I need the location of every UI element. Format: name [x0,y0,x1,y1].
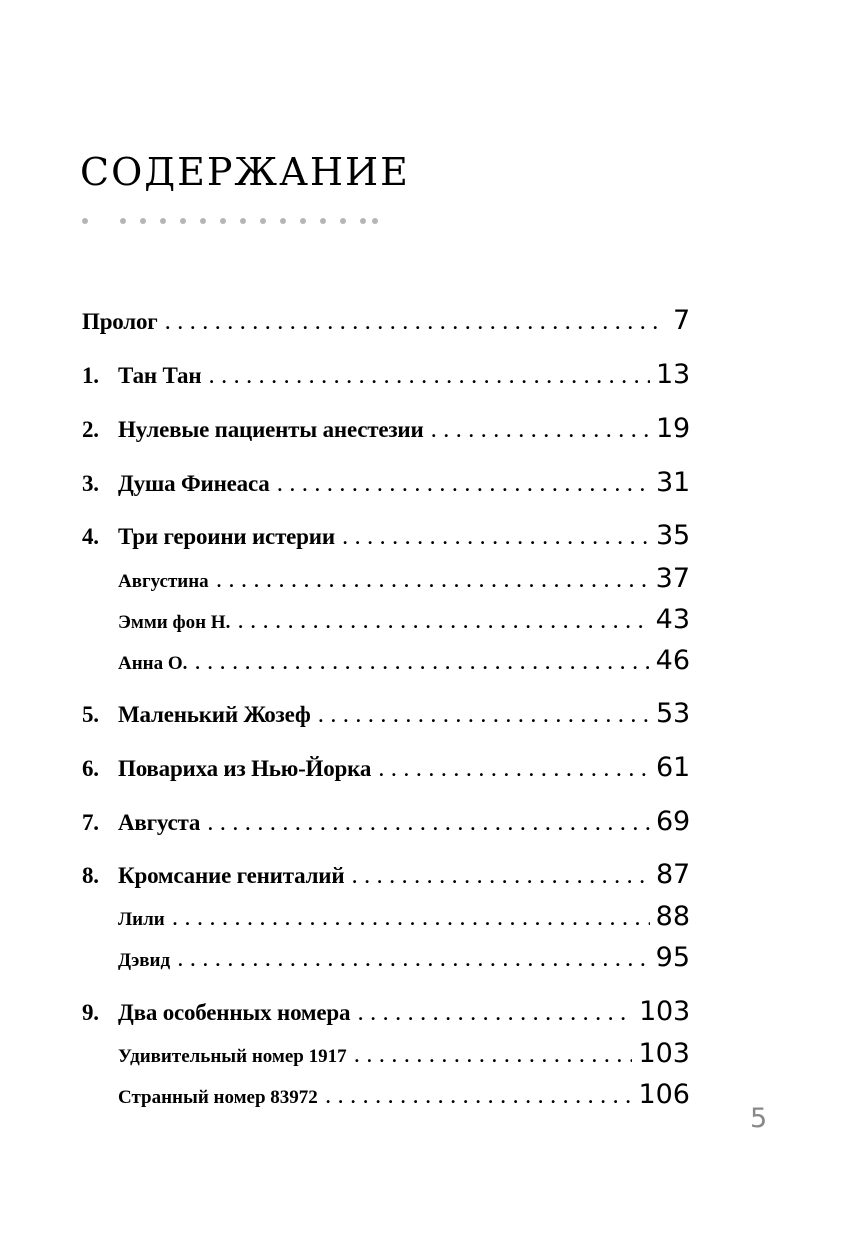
toc-entry-ch3[interactable] [82,467,690,498]
toc-leader [358,1004,633,1025]
toc-page-number: 43 [655,604,690,635]
toc-page-number: 69 [656,806,690,837]
toc-entry-label: Августина [118,571,209,592]
toc-page-number: 88 [655,901,690,932]
toc-leader [319,706,650,727]
toc-chapter-number: 7. [82,810,99,835]
toc-entry-label: Эмми фон Н. [118,612,231,633]
toc-entry-ch5[interactable] [82,698,690,729]
toc-page-number: 13 [656,359,690,390]
toc-entry-ch9[interactable] [82,996,690,1027]
toc-page-number: 95 [655,942,690,973]
toc-leader [432,421,651,442]
toc-leader [217,571,650,592]
toc-entry-label: Два особенных номера [118,1000,351,1025]
toc-entry-label: Маленький Жозеф [118,702,311,727]
toc-leader [178,950,650,971]
toc-subentry-ch4-1[interactable] [118,563,690,594]
toc-leader [343,528,650,549]
toc-entry-ch2[interactable] [82,413,690,444]
toc-page-number: 61 [656,752,690,783]
toc-page-number: 53 [656,698,690,729]
toc-subentry-ch4-3[interactable] [118,645,690,676]
toc-entry-ch8[interactable] [82,859,690,890]
toc-page-number: 46 [655,645,690,676]
toc-subentry-ch8-2[interactable] [118,942,690,973]
toc-page-number: 35 [656,520,690,551]
toc-leader [238,612,649,633]
toc-entry-ch7[interactable] [82,806,690,837]
page-title: СОДЕРЖАНИЕ [80,150,410,194]
toc-entry-label: Пролог [82,309,158,334]
toc-page-number: 103 [639,996,690,1027]
toc-subentry-ch9-2[interactable] [118,1079,690,1110]
toc-chapter-number: 4. [82,524,99,549]
toc-entry-label: Лили [118,909,165,930]
toc-chapter-number: 9. [82,1000,99,1025]
toc-chapter-number: 3. [82,471,99,496]
toc-chapter-number: 6. [82,756,99,781]
toc-page-number: 87 [656,859,690,890]
toc-entry-ch6[interactable] [82,752,690,783]
toc-page-number: 19 [656,413,690,444]
toc-leader [166,313,662,334]
toc-entry-label: Повариха из Нью-Йорка [118,756,372,781]
toc-entry-label: Дэвид [118,950,171,971]
toc-leader [208,814,650,835]
page-folio-number: 5 [750,1103,768,1134]
toc-leader [173,909,650,930]
toc-page-number: 7 [673,305,690,336]
toc-leader [209,367,650,388]
toc-subentry-ch8-1[interactable] [118,901,690,932]
toc-leader [326,1087,633,1108]
toc-subentry-ch4-2[interactable] [118,604,690,635]
toc-leader [195,653,649,674]
toc-entry-label: Странный номер 83972 [118,1087,318,1108]
toc-leader [355,1046,633,1067]
toc-entry-ch1[interactable] [82,359,690,390]
toc-chapter-number: 8. [82,863,99,888]
toc-entry-label: Кромсание гениталий [118,863,345,888]
toc-subentry-ch9-1[interactable] [118,1038,690,1069]
toc-leader [278,475,650,496]
toc-chapter-number: 1. [82,363,99,388]
toc-entry-ch4[interactable] [82,520,690,551]
toc-chapter-number: 2. [82,417,99,442]
toc-entry-label: Душа Финеаса [118,471,270,496]
toc-entry-label: Анна О. [118,653,188,674]
toc-entry-label: Удивительный номер 1917 [118,1046,347,1067]
toc-chapter-number: 5. [82,702,99,727]
toc-entry-label: Три героини истерии [118,524,335,549]
toc-leader [379,760,650,781]
toc-page-number: 31 [656,467,690,498]
toc-entry-label: Августа [118,810,201,835]
toc-entry-prolog[interactable] [82,305,690,336]
toc-page-number: 103 [638,1038,690,1069]
toc-page-number: 106 [638,1079,690,1110]
toc-entry-label: Нулевые пациенты анестезии [118,417,424,442]
toc-leader [352,867,650,888]
toc-page-number: 37 [655,563,690,594]
toc-entry-label: Тан Тан [118,363,202,388]
